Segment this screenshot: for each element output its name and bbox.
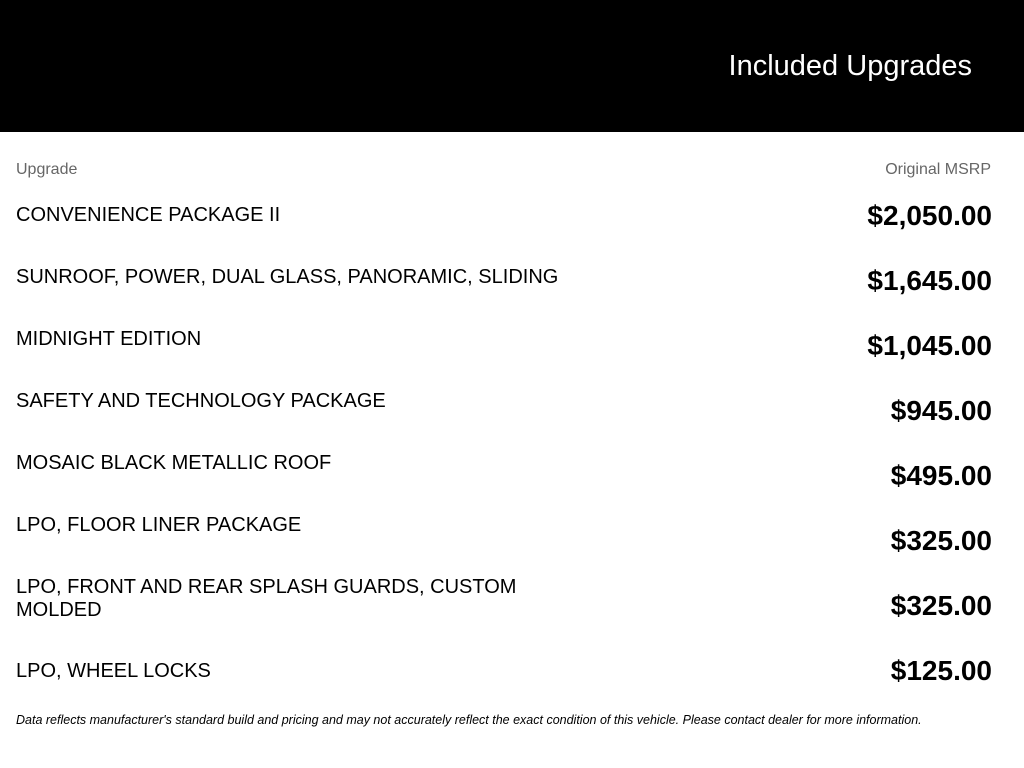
upgrade-name: MOSAIC BLACK METALLIC ROOF: [16, 452, 332, 474]
upgrade-row: [0, 448, 1024, 513]
upgrade-price: $945.00: [890, 395, 992, 426]
upgrade-name: SUNROOF, POWER, DUAL GLASS, PANORAMIC, SLIDING: [16, 266, 559, 288]
upgrade-row: [0, 200, 1024, 265]
upgrade-price: $125.00: [890, 655, 992, 686]
upgrade-price: $2,050.00: [867, 200, 992, 231]
upgrade-row: [0, 324, 1024, 389]
upgrade-name: MIDNIGHT EDITION: [16, 328, 202, 350]
upgrade-row: [0, 262, 1024, 327]
upgrade-row: [0, 510, 1024, 575]
disclaimer-text: Data reflects manufacturer's standard build and pricing and may not accurately reflect the exact condition of this vehicle. Please contact dealer for more information.: [16, 713, 922, 727]
upgrade-name: LPO, WHEEL LOCKS: [16, 660, 211, 682]
upgrade-row: [0, 634, 1024, 699]
upgrade-name: CONVENIENCE PACKAGE II: [16, 204, 281, 226]
upgrade-name: SAFETY AND TECHNOLOGY PACKAGE: [16, 390, 386, 412]
header-banner: [0, 0, 1024, 132]
upgrade-price: $325.00: [890, 590, 992, 621]
upgrade-name: LPO, FLOOR LINER PACKAGE: [16, 514, 302, 536]
upgrade-price: $325.00: [890, 525, 992, 556]
upgrade-row: [0, 572, 1024, 637]
upgrade-name: LPO, FRONT AND REAR SPLASH GUARDS, CUSTOM MOLDED: [16, 576, 517, 621]
upgrade-price: $495.00: [890, 460, 992, 491]
upgrade-price: $1,645.00: [867, 265, 992, 296]
column-header-original-msrp: Original MSRP: [885, 161, 991, 178]
upgrade-row: [0, 386, 1024, 451]
page-title: Included Upgrades: [728, 50, 972, 82]
upgrade-price: $1,045.00: [867, 330, 992, 361]
column-header-upgrade: Upgrade: [16, 161, 78, 178]
